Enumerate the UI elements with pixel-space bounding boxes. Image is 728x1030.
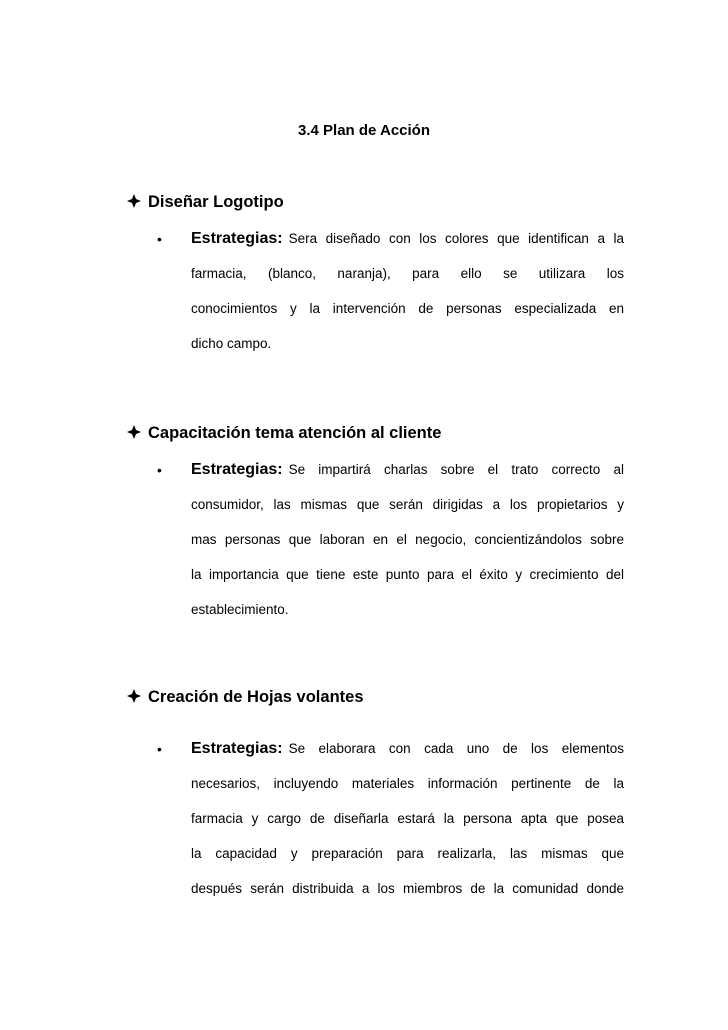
para-line: la capacidad y preparación para realizarla, las mismas que xyxy=(191,846,624,861)
diamond-icon xyxy=(127,194,141,208)
strategy-label: Estrategias: xyxy=(191,461,283,478)
para-line: necesarios, incluyendo materiales información pertinente de la xyxy=(191,776,624,791)
para-line: conocimientos y la intervención de personas especializada en xyxy=(191,301,624,316)
para-line: establecimiento. xyxy=(191,602,289,617)
para-line: la importancia que tiene este punto para el éxito y crecimiento del xyxy=(191,567,624,582)
para-line: Estrategias: Sera diseñado con los colores que identifican a la xyxy=(191,230,624,247)
strategy-label: Estrategias: xyxy=(191,740,283,757)
para-line: consumidor, las mismas que serán dirigidas a los propietarios y xyxy=(191,497,624,512)
diamond-icon xyxy=(127,689,141,703)
para-line: farmacia y cargo de diseñarla estará la persona apta que posea xyxy=(191,811,624,826)
para-line: Estrategias: Se elaborara con cada uno de los elementos xyxy=(191,740,624,757)
strategy-paragraph xyxy=(191,221,624,361)
diamond-icon xyxy=(127,425,141,439)
bullet: • xyxy=(157,741,162,757)
strategy-paragraph xyxy=(191,731,624,906)
section-heading: Creación de Hojas volantes xyxy=(148,688,364,706)
para-line: Estrategias: Se impartirá charlas sobre el trato correcto al xyxy=(191,461,624,478)
strategy-paragraph xyxy=(191,452,624,627)
bullet: • xyxy=(157,462,162,478)
para-line: después serán distribuida a los miembros de la comunidad donde xyxy=(191,881,624,896)
para-line: dicho campo. xyxy=(191,336,272,351)
bullet: • xyxy=(157,231,162,247)
section-heading: Capacitación tema atención al cliente xyxy=(148,424,442,442)
para-line: mas personas que laboran en el negocio, concientizándolos sobre xyxy=(191,532,624,547)
para-line: farmacia, (blanco, naranja), para ello se utilizara los xyxy=(191,266,624,281)
page-title: 3.4 Plan de Acción xyxy=(298,122,430,139)
section-heading: Diseñar Logotipo xyxy=(148,193,284,211)
strategy-label: Estrategias: xyxy=(191,230,283,247)
